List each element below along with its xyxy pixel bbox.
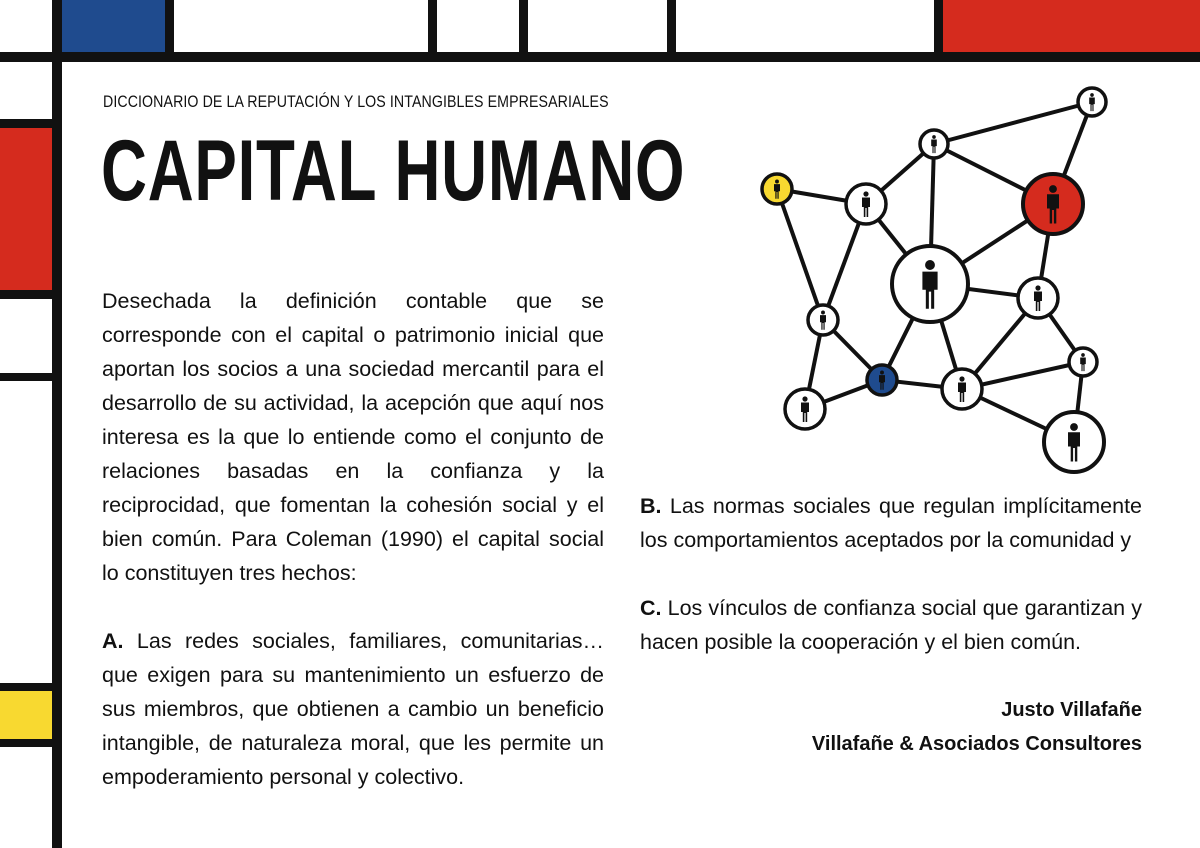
frame-left-line: [52, 0, 62, 848]
network-link: [777, 189, 823, 320]
person-node: [846, 184, 886, 224]
frame-divider: [0, 290, 52, 299]
frame-divider: [0, 373, 52, 381]
yellow-block: [0, 691, 52, 739]
frame-divider: [667, 0, 676, 52]
network-link: [934, 102, 1092, 144]
frame-divider: [165, 0, 174, 52]
author-company: Villafañe & Asociados Consultores: [811, 733, 1142, 755]
item-a-text: Las redes sociales, familiares, comunitarias… que exigen para su mantenimiento un esfuerzo de sus miembros, que obtienen a cambio un beneficio intangible, de naturaleza moral, que les permite un empoderamiento personal y colectivo.: [102, 629, 604, 789]
frame-top-line: [0, 52, 1200, 62]
person-node: [867, 365, 897, 395]
frame-divider: [428, 0, 437, 52]
person-node: [762, 174, 792, 204]
right-column: [640, 489, 1142, 659]
red-block-left: [0, 128, 52, 290]
people-network-icon: [752, 82, 1122, 482]
dictionary-subtitle: DICCIONARIO DE LA REPUTACIÓN Y LOS INTANGIBLES EMPRESARIALES: [103, 93, 609, 111]
item-a: [102, 624, 604, 794]
person-node: [1044, 412, 1104, 472]
person-node: [920, 130, 948, 158]
item-b-label: B.: [640, 494, 662, 518]
frame-divider: [934, 0, 943, 52]
intro-paragraph: Desechada la definición contable que se corresponde con el capital o patrimonio inicial que aportan los socios a una sociedad mercantil para el desarrollo de su actividad, la acepción que aquí nos interesa es la que lo entiende como el conjunto de relaciones basadas en la confianza y la reciprocidad, que fomentan la cohesión social y el bien común. Para Coleman (1990) el capital social lo constituyen tres hechos:: [102, 289, 604, 585]
frame-divider: [519, 0, 528, 52]
item-c-text: Los vínculos de confianza social que garantizan y hacen posible la cooperación y el bien común.: [640, 596, 1142, 654]
person-node: [808, 305, 838, 335]
author-name: Justo Villafañe: [1001, 699, 1142, 721]
item-c-label: C.: [640, 596, 662, 620]
item-b: [640, 489, 1142, 557]
page-title: CAPITAL HUMANO: [101, 123, 686, 219]
left-column: [102, 284, 604, 794]
person-node: [1078, 88, 1106, 116]
person-node: [942, 369, 982, 409]
person-node: [1018, 278, 1058, 318]
frame-divider: [0, 119, 52, 128]
item-c: [640, 591, 1142, 659]
item-b-text: Las normas sociales que regulan implícitamente los comportamientos aceptados por la comunidad y: [640, 494, 1142, 552]
person-node: [1023, 174, 1083, 234]
person-node: [1069, 348, 1097, 376]
frame-divider: [0, 739, 52, 747]
person-node: [785, 389, 825, 429]
person-node: [892, 246, 968, 322]
blue-block: [62, 0, 165, 52]
red-block-top: [943, 0, 1200, 52]
item-a-label: A.: [102, 629, 124, 653]
frame-divider: [0, 683, 52, 691]
